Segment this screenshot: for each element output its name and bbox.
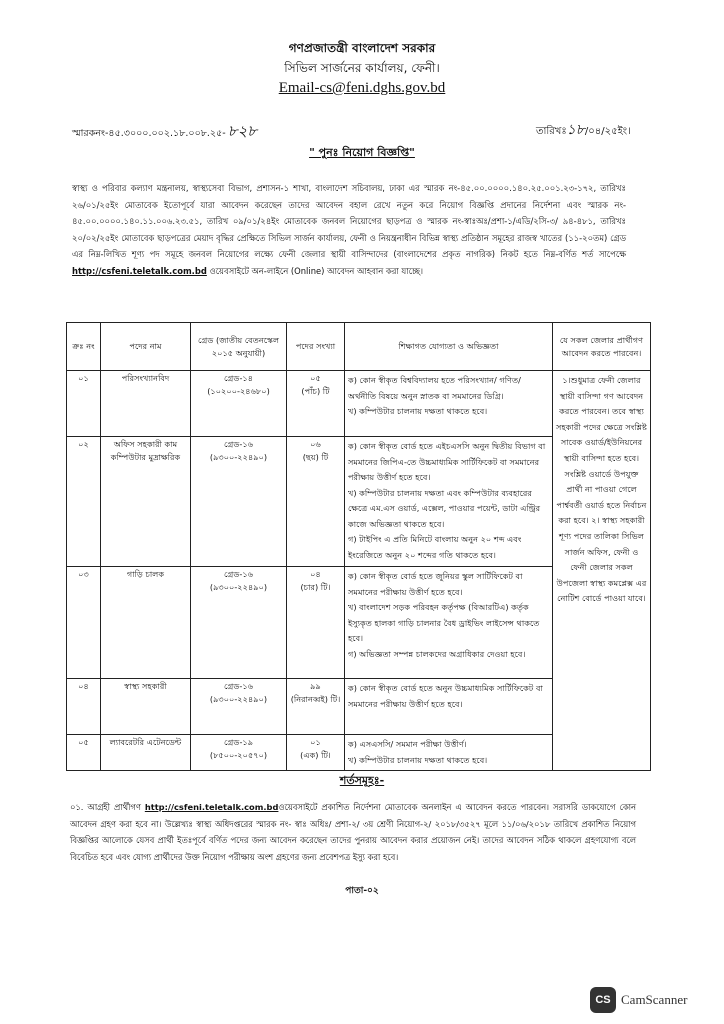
row-post: অফিস সহকারী কাম কম্পিউটার মুদ্রাক্ষরিক [101,437,191,567]
qualification-item: ক) কোন স্বীকৃত বিশ্ববিদ্যালয় হতে পরিসংখ্যান/ গণিত/ অর্থনীতি বিষয়ে অনুন স্নাতক বা সমমানের ডিগ্রি। [348,375,521,401]
camscanner-logo-icon: CS [590,987,616,1013]
header-count: পদের সংখ্যা [287,323,345,371]
qualification-item: গ) টাইপিং এ প্রতি মিনিটে বাংলায় অনুন ২০ শব্দ এবং ইংরেজিতে অনুন ২০ শব্দের গতি থাকতে হবে। [348,534,522,560]
eligibility-cell: ১।শুধুমাত্র ফেনী জেলার স্থায়ী বাসিন্দা গণ আবেদন করতে পারবেন। তবে স্বাস্থ্য সহকারী পদের ক্ষেত্রে সংশ্লিষ্ট সাবেক ওয়ার্ড/ইউনিয়নের স্থায়ী বাসিন্দা হতে হবে। সংশ্লিষ্ট ওয়ার্ডে উপযুক্ত প্রার্থী না পাওয়া গেলে পার্শ্ববর্তী ওয়ার্ড হতে নির্বাচন করা হবে। ২। স্বাস্থ্য সহকারী শূণ্য পদের তালিকা সিভিল সার্জন অফিস, ফেনী ও ফেনী জেলার সকল উপজেলা স্বাস্থ্য কমপ্লেক্স এর নোটিশ বোর্ডে পাওয়া যাবে। [553,371,651,771]
memo-number [72,120,257,145]
memo-date [536,118,631,142]
vacancy-table [66,322,651,771]
row-count [287,437,345,567]
count-words: (পাঁচ) টি [301,386,330,396]
row-qualification [345,371,553,437]
conditions-link[interactable]: http://csfeni.teletalk.com.bd [144,802,279,812]
row-post: স্বাস্থ্য সহকারী [101,679,191,735]
qualification-item: খ) কম্পিউটার চালনায় দক্ষতা থাকতে হবে। [348,406,488,416]
count-words: (ছয়) টি [302,452,329,462]
qualification-item: ক) কোন স্বীকৃত বোর্ড হতে এইচএসসি অনুন দ্বিতীয় বিভাগ বা সমমানের জিপিএ-তে উচ্চমাধ্যমিক সার্টিফিকেট বা সমমানের পরীক্ষায় উত্তীর্ণ হতে হবে। [348,441,546,482]
row-count [287,371,345,437]
grade-scale: (৯৩০০-২২৪৯০) [209,694,268,704]
qualification-item: ক) কোন স্বীকৃত বোর্ড হতে অনুন উচ্চমাধ্যমিক সার্টিফিকেট বা সমমানের পরীক্ষায় উত্তীর্ণ হতে হবে। [348,683,543,709]
table-row [67,371,651,437]
count-number: ০৪ [310,569,321,579]
count-number: ০৬ [310,439,321,449]
grade-label: গ্রেড-১৪ [223,373,254,383]
row-serial: ০৫ [67,735,101,771]
condition-text: ওয়েবসাইটে প্রকাশিত নির্দেশনা মোতাবেক অনলাইন এ আবেদন করতে পারবেন। সরাসরি ডাকযোগে কোন আবেদন গ্রহণ করা হবে না। উল্লেখ্যঃ স্বাস্থ্য অধিদপ্তরের স্মারক নং- স্বাঃ অধিঃ/ প্রশা-২/ ৩য় শ্রেণী নিয়োগ-২/ ২০১৮/৩৫২৭ মূলে ১১/০৬/২০১৮ তারিখে প্রকাশিত নিয়োগ বিজ্ঞপ্তির আলোকে যেসব প্রার্থী ইতঃপূর্বে বর্ণিত পদের জন্য আবেদন করেছেন তাদের পুনরায় আবেদন করার প্রয়োজন নেই। তাদের আবেদন সঠিক থাকলে গ্রহণযোগ্য বলে বিবেচিত হবে এবং যোগ্য প্রার্থীদের উক্ত নিয়োগ পরীক্ষায় অংশ গ্রহণের জন্য প্রবেশপত্র ইস্যু করা হবে। [70,802,636,862]
notice-title [0,144,724,163]
row-qualification [345,679,553,735]
memo-prefix: স্মারকনং-৪৫.৩০০০.০০২.১৮.০০৮.২৫- [72,128,226,139]
row-serial: ০৪ [67,679,101,735]
conditions-paragraph [70,799,636,865]
count-words: (নিরানব্বই) টি। [290,694,341,704]
row-count [287,679,345,735]
header-eligible: যে সকল জেলার প্রার্থীগণ আবেদন করতে পারবেন। [553,323,651,371]
date-label: তারিখঃ [536,126,567,137]
row-post: গাড়ি চালক [101,567,191,679]
camscanner-text: CamScanner [621,992,688,1007]
table-header-row [67,323,651,371]
row-qualification [345,567,553,679]
condition-prefix: ০১. আগ্রহী প্রার্থীগণ [70,802,145,812]
grade-label: গ্রেড-১৬ [223,569,254,579]
row-grade [191,567,287,679]
row-count [287,567,345,679]
office-heading: সিভিল সার্জনের কার্যালয়, ফেনী। [284,61,440,75]
qualification-item: ক) কোন স্বীকৃত বোর্ড হতে জুনিয়র স্কুল সার্টিফিকেট বা সমমানের পরীক্ষায় উত্তীর্ণ হতে হবে। [348,571,523,597]
qualification-item: গ) অভিজ্ঞতা সম্পন্ন চালকদের অগ্রাধিকার দেওয়া হবে। [348,648,526,659]
grade-scale: (৯৩০০-২২৪৯০) [209,582,268,592]
intro-link[interactable]: http://csfeni.teletalk.com.bd [72,265,207,276]
count-number: ০৫ [310,373,321,383]
intro-text: স্বাস্থ্য ও পরিবার কল্যাণ মন্ত্রনালয়, স্বাস্থ্যসেবা বিভাগ, প্রশাসন-১ শাখা, বাংলাদেশ সচিবালয়, ঢাকা এর স্মারক নং-৪৫.০০.০০০০.১৪০.২৫.০০১.২৩-১৭২, তারিখঃ ২৬/০১/২৫ইং মোতাবেক ইতোপূর্বে যারা আবেদন করেছেন তাদের আবেদন বহাল রেখে নতুন করে নিয়োগ বিজ্ঞপ্তি প্রদানের নির্দেশনা এবং স্মারক নং- ৪৫.০০.০০০০.১৪০.১১.০০৬.২৩.৫১, তারিখ ০৯/০১/২৪ইং মোতাবেক জনবল নিয়োগের ছাড়পত্র ও স্মারক নং-স্বাঃঅঃ/প্রশা-১/এডি/২সি-৩/ ৯৪-৪৮১, তারিখঃ ২০/০২/২৫ইং মোতাবেক ছাড়পত্রের মেয়াদ বৃদ্ধির প্রেক্ষিতে সিভিল সার্জন কার্যালয়, ফেনী ও নিয়ন্ত্রনাধীন বিভিন্ন স্বাস্থ্য প্রতিষ্ঠান সমূহের রাজস্ব খাতের (১১-২০তম) গ্রেড এর নিম্ন-লিখিত শূণ্য পদ সমূহে জনবল নিয়োগের লক্ষ্যে ফেনী জেলার স্থায়ী বাসিন্দাদের (বাংলাদেশের প্রকৃত নাগরিক) নিকট হতে নিম্ন-বর্ণিত শর্ত সাপেক্ষে [72,183,626,260]
row-qualification [345,437,553,567]
grade-scale: (১০২০০-২৪৬৮০) [207,386,270,396]
header-post: পদের নাম [101,323,191,371]
row-grade [191,437,287,567]
row-serial: ০১ [67,371,101,437]
qualification-item: খ) কম্পিউটার চালনায় দক্ষতা থাকতে হবে। [348,754,488,765]
count-words: (চার) টি। [300,582,331,592]
grade-label: গ্রেড-১৬ [223,681,254,691]
count-words: (এক) টি। [300,750,331,760]
row-serial: ০৩ [67,567,101,679]
qualification-item: খ) বাংলাদেশ সড়ক পরিবহন কর্তৃপক্ষ (বিআরটিএ) কর্তৃক ইস্যুকৃত হালকা গাড়ি চালনার বৈধ ড্রাইভিং লাইসেন্স থাকতে হবে। [348,602,540,643]
conditions-title-text: শর্তসমূহঃ- [339,774,385,787]
row-serial: ০২ [67,437,101,567]
header-qualification: শিক্ষাগত যোগ্যতা ও অভিজ্ঞতা [345,323,553,371]
grade-scale: (৮৫০০-২০৫৭০) [209,750,268,760]
grade-label: গ্রেড-১৬ [223,439,254,449]
notice-title-text: " পুনঃ নিয়োগ বিজ্ঞপ্তি" [309,146,415,159]
date-handwritten-day: ১৮ [566,123,585,138]
email-line[interactable]: Email-cs@feni.dghs.gov.bd [278,80,446,96]
conditions-title [0,772,724,791]
qualification-item: ক) এসএসসি/ সমমান পরীক্ষা উত্তীর্ণ। [348,739,467,749]
date-rest: /০৪/২৫ইং। [584,126,631,137]
count-number: ০১ [310,737,321,747]
row-post: পরিসংখ্যানবিদ [101,371,191,437]
count-number: ৯৯ [310,681,321,691]
grade-scale: (৯৩০০-২২৪৯০) [209,452,268,462]
qualification-item: খ) কম্পিউটার চালনায় দক্ষতা এবং কম্পিউটার ব্যবহারের ক্ষেত্রে এম.এস ওয়ার্ড, এক্সেল, পাওয়ার পয়েন্ট, ডাটা এন্ট্রির কাজে অভিজ্ঞতা থাকতে হবে। [348,487,541,529]
intro-tail: ওয়েবসাইটে অন-লাইনে (Online) আবেদন আহবান করা যাচ্ছে। [206,265,423,276]
row-grade [191,679,287,735]
row-post: ল্যাবরেটরি এটেনডেন্ট [101,735,191,771]
row-qualification [345,735,553,771]
govt-heading: গণপ্রজাতন্ত্রী বাংলাদেশ সরকার [288,41,436,55]
intro-paragraph [72,180,626,280]
grade-label: গ্রেড-১৯ [223,737,254,747]
camscanner-watermark [590,987,687,1013]
page-number: পাতা-০২ [345,886,379,896]
header-serial: ক্রঃ নং [67,323,101,371]
row-grade [191,371,287,437]
memo-handwritten-number: ৮২৮ [227,124,257,140]
row-grade [191,735,287,771]
row-count [287,735,345,771]
header-grade: গ্রেড (জাতীয় বেতনস্কেল ২০১৫ অনুযায়ী) [191,323,287,371]
